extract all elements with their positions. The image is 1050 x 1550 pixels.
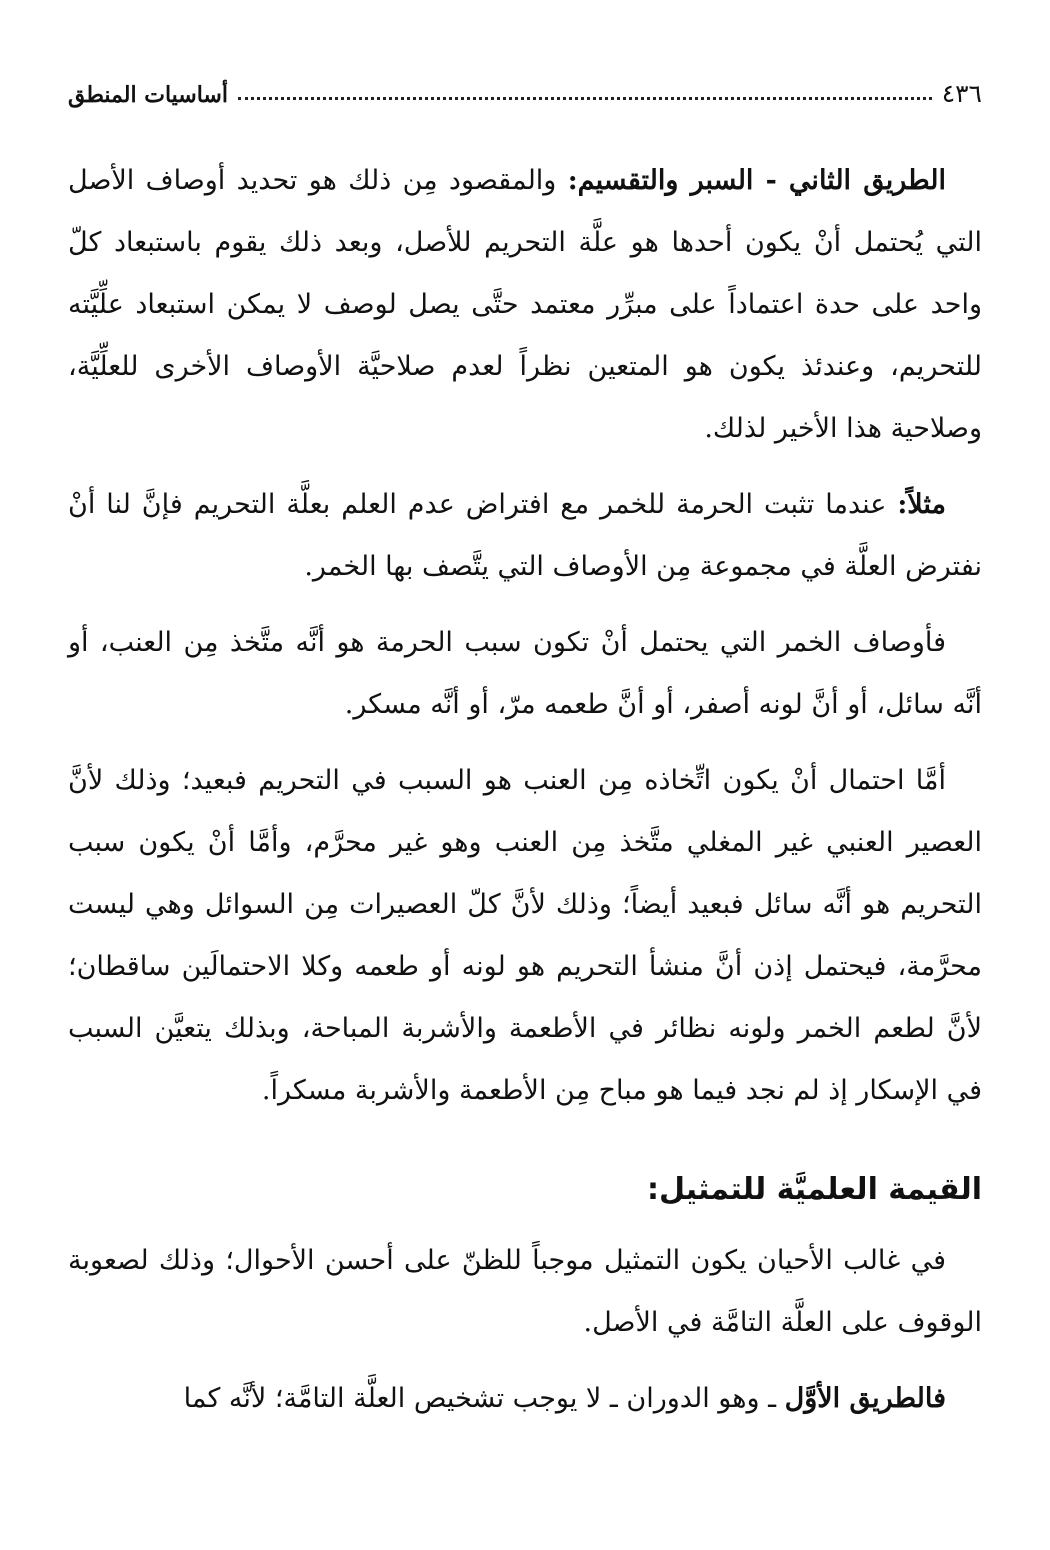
paragraph-lead: الطريق الثاني - السبر والتقسيم: xyxy=(567,165,946,196)
paragraph-example xyxy=(68,474,982,598)
page-number: ٤٣٦ xyxy=(941,79,982,108)
section-heading: القيمة العلميَّة للتمثيل: xyxy=(647,1172,982,1207)
paragraph-text: فأوصاف الخمر التي يحتمل أنْ تكون سبب الحرمة هو أنَّه متَّخذ مِن العنب، أو أنَّه سائل، أو أنَّ لونه أصفر، أو أنَّ طعمه مرّ، أو أنَّه مسكر. xyxy=(68,627,982,720)
paragraph-lead: فالطريق الأوَّل xyxy=(784,1383,946,1414)
paragraph-scientific-value xyxy=(68,1230,982,1354)
paragraph-elimination xyxy=(68,750,982,1122)
paragraph-text: عندما تثبت الحرمة للخمر مع افتراض عدم العلم بعلَّة التحريم فإنَّ لنا أنْ نفترض العلَّة في مجموعة مِن الأوصاف التي يتَّصف بها الخمر. xyxy=(68,489,982,582)
paragraph-text: في غالب الأحيان يكون التمثيل موجباً للظنّ على أحسن الأحوال؛ وذلك لصعوبة الوقوف على العلَّة التامَّة في الأصل. xyxy=(68,1245,982,1338)
paragraph-lead: مثلاً: xyxy=(897,489,946,520)
page-body xyxy=(68,150,982,1430)
paragraph-text: أمَّا احتمال أنْ يكون اتِّخاذه مِن العنب هو السبب في التحريم فبعيد؛ وذلك لأنَّ العصير العنبي غير المغلي متَّخذ مِن العنب وهو غير محرَّم، وأمَّا أنْ يكون سبب التحريم هو أنَّه سائل فبعيد أيضاً؛ وذلك لأنَّ كلّ العصيرات مِن السوائل وهي ليست محرَّمة، فيحتمل إذن أنَّ منشأ التحريم هو لونه أو طعمه وكلا الاحتمالَين ساقطان؛ لأنَّ لطعم الخمر ولونه نظائر في الأطعمة والأشربة المباحة، وبذلك يتعيَّن السبب في الإسكار إذ لم نجد فيما هو مباح مِن الأطعمة والأشربة مسكراً. xyxy=(68,765,982,1106)
paragraph-text: والمقصود مِن ذلك هو تحديد أوصاف الأصل التي يُحتمل أنْ يكون أحدها هو علَّة التحريم للأصل، وبعد ذلك يقوم باستبعاد كلّ واحد على حدة اعتماداً على مبرِّر معتمد حتَّى يصل لوصف لا يمكن استبعاد علِّيَّته للتحريم، وعندئذ يكون هو المتعين نظراً لعدم صلاحيَّة الأوصاف الأخرى للعلِّيَّة، وصلاحية هذا الأخير لذلك. xyxy=(68,165,982,444)
paragraph-wine-attributes xyxy=(68,612,982,736)
book-page xyxy=(68,0,982,1550)
paragraph-sabr-taqsim xyxy=(68,150,982,460)
book-title: أساسيات المنطق xyxy=(68,82,228,108)
dotted-leader xyxy=(238,97,932,100)
paragraph-first-method xyxy=(68,1368,982,1430)
running-header xyxy=(68,66,982,106)
paragraph-text: ـ وهو الدوران ـ لا يوجب تشخيص العلَّة التامَّة؛ لأنَّه كما xyxy=(183,1383,785,1414)
